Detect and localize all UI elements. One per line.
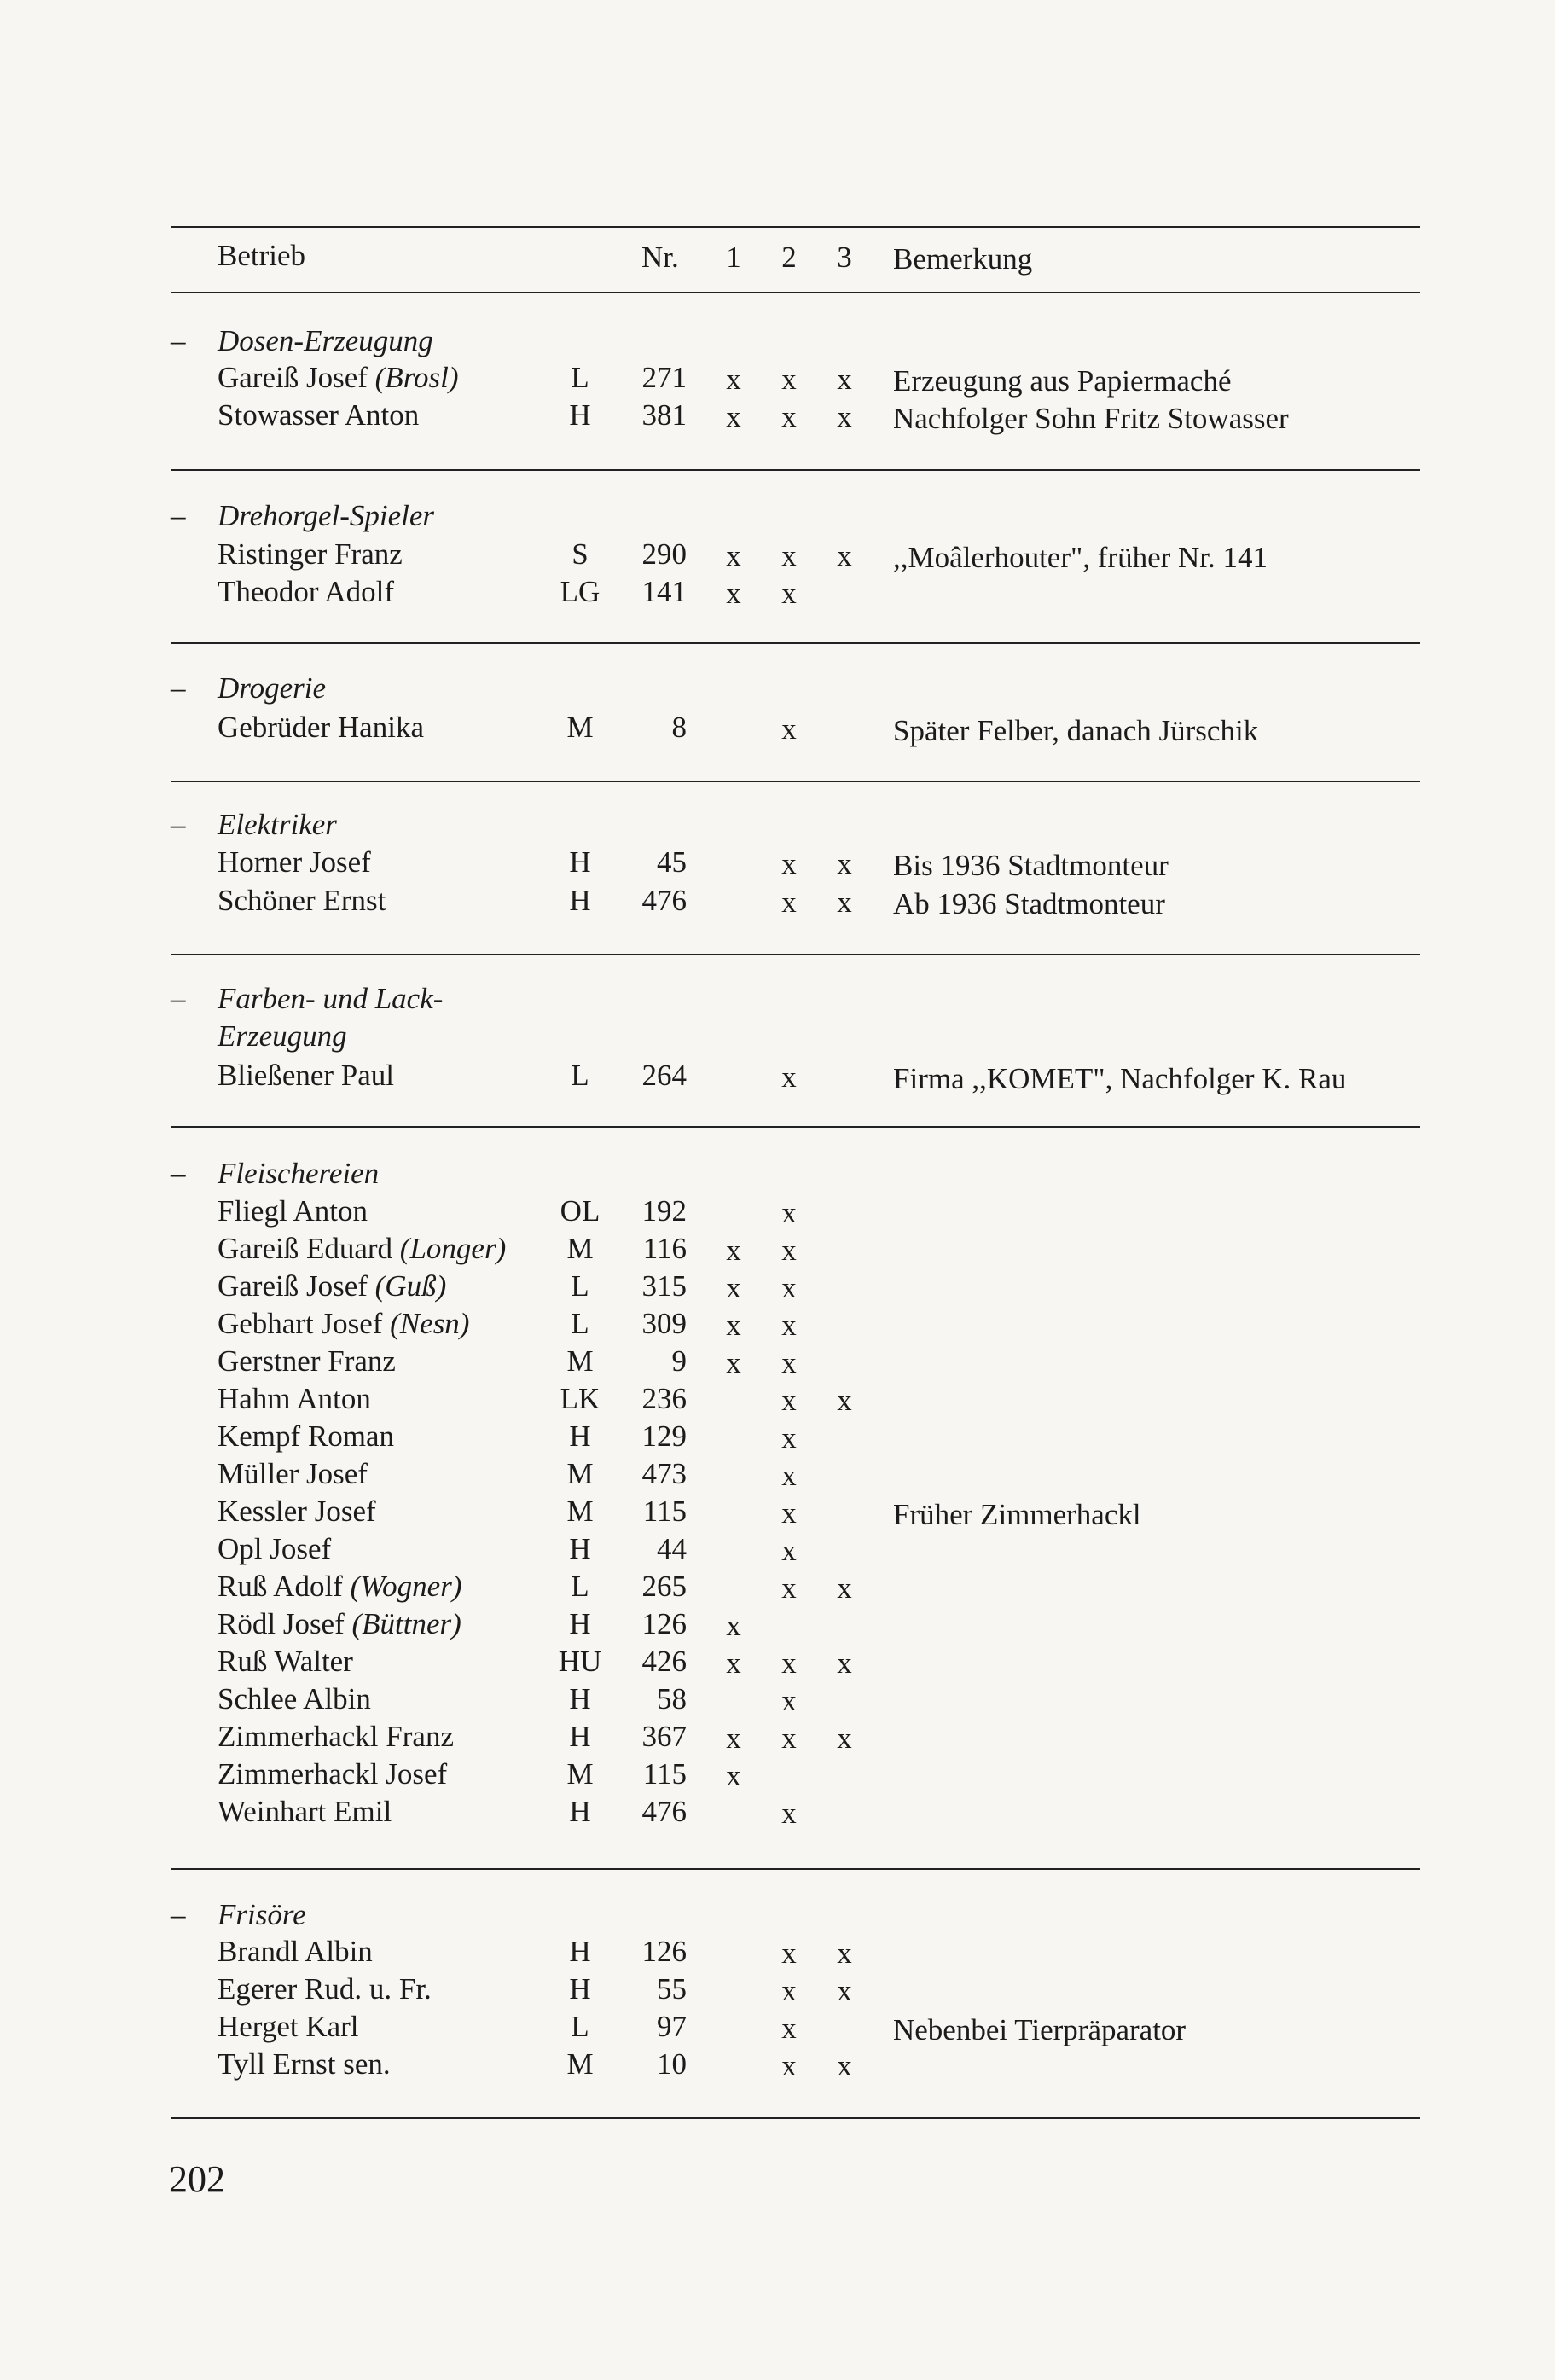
remark: Früher Zimmerhackl — [893, 1498, 1141, 1531]
nickname: (Longer) — [399, 1232, 507, 1265]
house-number: 45 — [657, 845, 687, 879]
location-code: H — [569, 398, 591, 432]
location-code: H — [569, 1607, 591, 1640]
section-dash: – — [171, 982, 186, 1015]
remark: Firma ,,KOMET", Nachfolger K. Rau — [893, 1062, 1347, 1095]
house-number: 309 — [641, 1307, 687, 1340]
header-col-3: 3 — [837, 241, 852, 274]
header-bemerkung: Bemerkung — [893, 242, 1033, 276]
mark-col-3: x — [837, 1646, 852, 1680]
mark-col-1: x — [726, 363, 741, 396]
section-title: Farben- und Lack- — [218, 982, 444, 1015]
section-rule — [171, 2117, 1420, 2119]
business-name: Gerstner Franz — [218, 1344, 396, 1378]
table-row-name — [218, 361, 459, 395]
remark: Bis 1936 Stadtmonteur — [893, 849, 1169, 882]
table-row-name — [218, 1720, 454, 1754]
header-col-2: 2 — [781, 241, 797, 274]
business-name: Horner Josef — [218, 845, 371, 879]
mark-col-1: x — [726, 1234, 741, 1267]
mark-col-3: x — [837, 400, 852, 433]
business-name: Zimmerhackl Franz — [218, 1720, 454, 1753]
mark-col-3: x — [837, 539, 852, 572]
business-name: Bließener Paul — [218, 1059, 395, 1092]
table-row-name — [218, 575, 394, 609]
table-row-name — [218, 1607, 461, 1641]
nickname: (Wogner) — [350, 1570, 462, 1603]
house-number: 315 — [641, 1269, 687, 1303]
location-code: L — [571, 2010, 589, 2043]
location-code: M — [566, 1757, 594, 1791]
page-number: 202 — [169, 2158, 225, 2200]
house-number: 126 — [641, 1935, 687, 1968]
remark: Später Felber, danach Jürschik — [893, 714, 1259, 747]
section-dash: – — [171, 1157, 186, 1190]
business-name: Fliegl Anton — [218, 1194, 368, 1228]
section-title: Drehorgel-Spieler — [218, 499, 435, 532]
header-col-1: 1 — [726, 241, 741, 274]
mark-col-2: x — [781, 1797, 797, 1830]
mark-col-2: x — [781, 712, 797, 746]
house-number: 126 — [641, 1607, 687, 1640]
mark-col-2: x — [781, 400, 797, 433]
location-code: M — [566, 1344, 594, 1378]
mark-col-1: x — [726, 577, 741, 610]
table-row-name — [218, 1232, 506, 1266]
section-dash: – — [171, 499, 186, 532]
business-name: Tyll Ernst sen. — [218, 2047, 391, 2081]
mark-col-2: x — [781, 885, 797, 919]
table-row-name — [218, 1344, 396, 1379]
house-number: 476 — [641, 884, 687, 917]
business-name: Herget Karl — [218, 2010, 359, 2043]
location-code: H — [569, 1720, 591, 1753]
section-dash: – — [171, 1898, 186, 1931]
mark-col-2: x — [781, 1646, 797, 1680]
house-number: 473 — [641, 1457, 687, 1490]
mark-col-3: x — [837, 1571, 852, 1605]
house-number: 8 — [671, 711, 687, 744]
remark: Erzeugung aus Papiermaché — [893, 364, 1232, 398]
nickname: (Guß) — [374, 1269, 447, 1303]
house-number: 58 — [657, 1682, 687, 1715]
mark-col-2: x — [781, 1684, 797, 1717]
mark-col-1: x — [726, 1759, 741, 1792]
nickname: (Büttner) — [351, 1607, 461, 1640]
location-code: H — [569, 1532, 591, 1565]
section-rule — [171, 781, 1420, 782]
mark-col-2: x — [781, 1571, 797, 1605]
mark-col-2: x — [781, 2011, 797, 2045]
house-number: 97 — [657, 2010, 687, 2043]
business-name: Schöner Ernst — [218, 884, 386, 917]
section-rule — [171, 1126, 1420, 1128]
business-name: Gareiß Eduard — [218, 1232, 400, 1265]
business-name: Rödl Josef — [218, 1607, 352, 1640]
section-rule — [171, 642, 1420, 644]
house-number: 141 — [641, 575, 687, 608]
table-row-name — [218, 1495, 376, 1529]
business-name: Zimmerhackl Josef — [218, 1757, 448, 1791]
location-code: M — [566, 2047, 594, 2081]
section-rule — [171, 954, 1420, 955]
location-code: H — [569, 884, 591, 917]
mark-col-2: x — [781, 363, 797, 396]
mark-col-3: x — [837, 847, 852, 880]
business-name: Müller Josef — [218, 1457, 368, 1490]
section-title: Erzeugung — [218, 1019, 347, 1053]
location-code: H — [569, 1682, 591, 1715]
location-code: L — [571, 1307, 589, 1340]
table-row-name — [218, 845, 371, 879]
table-row-name — [218, 711, 424, 745]
mark-col-2: x — [781, 539, 797, 572]
house-number: 236 — [641, 1382, 687, 1415]
location-code: L — [571, 1059, 589, 1092]
mark-col-1: x — [726, 1346, 741, 1379]
house-number: 129 — [641, 1419, 687, 1453]
business-name: Ruß Adolf — [218, 1570, 351, 1603]
mark-col-2: x — [781, 1421, 797, 1454]
mark-col-2: x — [781, 1496, 797, 1530]
table-row-name — [218, 1757, 447, 1791]
nickname: (Brosl) — [374, 361, 459, 394]
mark-col-2: x — [781, 1936, 797, 1970]
mark-col-3: x — [837, 1936, 852, 1970]
business-name: Kessler Josef — [218, 1495, 376, 1528]
location-code: M — [566, 1457, 594, 1490]
house-number: 9 — [671, 1344, 687, 1378]
location-code: LK — [560, 1382, 601, 1415]
location-code: L — [571, 361, 589, 394]
mark-col-2: x — [781, 1271, 797, 1304]
mark-col-2: x — [781, 1721, 797, 1755]
table-row-name — [218, 1194, 368, 1228]
house-number: 116 — [642, 1232, 687, 1265]
business-name: Hahm Anton — [218, 1382, 371, 1415]
table-row-name — [218, 1382, 371, 1416]
section-title: Drogerie — [218, 671, 327, 705]
location-code: LG — [560, 575, 601, 608]
business-name: Stowasser Anton — [218, 398, 420, 432]
section-dash: – — [171, 808, 186, 841]
mark-col-3: x — [837, 2049, 852, 2082]
mark-col-3: x — [837, 1974, 852, 2007]
business-name: Ruß Walter — [218, 1645, 353, 1678]
business-name: Schlee Albin — [218, 1682, 371, 1715]
house-number: 264 — [641, 1059, 687, 1092]
mark-col-1: x — [726, 539, 741, 572]
header-betrieb: Betrieb — [218, 239, 306, 272]
house-number: 271 — [641, 361, 687, 394]
table-row-name — [218, 1269, 446, 1303]
table-row-name — [218, 398, 419, 432]
table-row-name — [218, 1307, 469, 1341]
mark-col-2: x — [781, 1384, 797, 1417]
table-row-name — [218, 1972, 432, 2006]
mark-col-2: x — [781, 1060, 797, 1094]
mark-col-1: x — [726, 1271, 741, 1304]
table-row-name — [218, 537, 403, 572]
mark-col-2: x — [781, 1346, 797, 1379]
mark-col-1: x — [726, 1609, 741, 1642]
house-number: 115 — [642, 1495, 687, 1528]
business-name: Ristinger Franz — [218, 537, 403, 571]
section-rule — [171, 469, 1420, 471]
location-code: H — [569, 1935, 591, 1968]
mark-col-1: x — [726, 1721, 741, 1755]
table-row-name — [218, 1532, 331, 1566]
header-nr: Nr. — [641, 241, 679, 274]
table-row-name — [218, 2047, 391, 2081]
table-top-rule — [171, 226, 1420, 228]
mark-col-2: x — [781, 577, 797, 610]
mark-col-2: x — [781, 1309, 797, 1342]
mark-col-2: x — [781, 1196, 797, 1229]
table-row-name — [218, 2010, 359, 2044]
table-row-name — [218, 1645, 353, 1679]
location-code: OL — [560, 1194, 601, 1228]
location-code: M — [566, 1232, 594, 1265]
house-number: 115 — [642, 1757, 687, 1791]
section-dash: – — [171, 324, 186, 357]
business-name: Kempf Roman — [218, 1419, 395, 1453]
location-code: H — [569, 1419, 591, 1453]
house-number: 367 — [641, 1720, 687, 1753]
mark-col-3: x — [837, 1384, 852, 1417]
table-row-name — [218, 1570, 462, 1604]
mark-col-2: x — [781, 1534, 797, 1567]
location-code: L — [571, 1269, 589, 1303]
table-row-name — [218, 1795, 392, 1829]
house-number: 265 — [641, 1570, 687, 1603]
business-name: Theodor Adolf — [218, 575, 395, 608]
house-number: 290 — [641, 537, 687, 571]
business-name: Egerer Rud. u. Fr. — [218, 1972, 432, 2006]
location-code: H — [569, 1972, 591, 2006]
section-title: Elektriker — [218, 808, 337, 841]
mark-col-2: x — [781, 2049, 797, 2082]
table-row-name — [218, 1682, 371, 1716]
table-row-name — [218, 1419, 394, 1454]
mark-col-1: x — [726, 1646, 741, 1680]
business-name: Gareiß Josef — [218, 361, 375, 394]
mark-col-3: x — [837, 1721, 852, 1755]
location-code: M — [566, 711, 594, 744]
business-name: Opl Josef — [218, 1532, 332, 1565]
mark-col-2: x — [781, 847, 797, 880]
section-dash: – — [171, 671, 186, 705]
remark: Nebenbei Tierpräparator — [893, 2013, 1187, 2046]
section-rule — [171, 1868, 1420, 1870]
house-number: 10 — [657, 2047, 687, 2081]
business-name: Gareiß Josef — [218, 1269, 375, 1303]
location-code: S — [572, 537, 589, 571]
remark: Nachfolger Sohn Fritz Stowasser — [893, 402, 1289, 435]
location-code: HU — [558, 1645, 602, 1678]
mark-col-2: x — [781, 1459, 797, 1492]
house-number: 426 — [641, 1645, 687, 1678]
header-rule — [171, 292, 1420, 293]
business-name: Weinhart Emil — [218, 1795, 392, 1828]
mark-col-1: x — [726, 400, 741, 433]
mark-col-2: x — [781, 1974, 797, 2007]
mark-col-3: x — [837, 885, 852, 919]
location-code: H — [569, 845, 591, 879]
section-title: Frisöre — [218, 1898, 306, 1931]
remark: ,,Moâlerhouter", früher Nr. 141 — [893, 541, 1268, 574]
business-name: Gebhart Josef — [218, 1307, 391, 1340]
table-row-name — [218, 1457, 368, 1491]
section-title: Dosen-Erzeugung — [218, 324, 433, 357]
location-code: L — [571, 1570, 589, 1603]
house-number: 55 — [657, 1972, 687, 2006]
business-name: Brandl Albin — [218, 1935, 373, 1968]
nickname: (Nesn) — [390, 1307, 470, 1340]
house-number: 476 — [641, 1795, 687, 1828]
house-number: 192 — [641, 1194, 687, 1228]
mark-col-3: x — [837, 363, 852, 396]
house-number: 44 — [657, 1532, 687, 1565]
location-code: M — [566, 1495, 594, 1528]
table-row-name — [218, 1935, 373, 1969]
table-row-name — [218, 1059, 394, 1093]
house-number: 381 — [641, 398, 687, 432]
mark-col-1: x — [726, 1309, 741, 1342]
remark: Ab 1936 Stadtmonteur — [893, 887, 1165, 920]
mark-col-2: x — [781, 1234, 797, 1267]
business-name: Gebrüder Hanika — [218, 711, 424, 744]
location-code: H — [569, 1795, 591, 1828]
table-row-name — [218, 884, 386, 918]
section-title: Fleischereien — [218, 1157, 380, 1190]
